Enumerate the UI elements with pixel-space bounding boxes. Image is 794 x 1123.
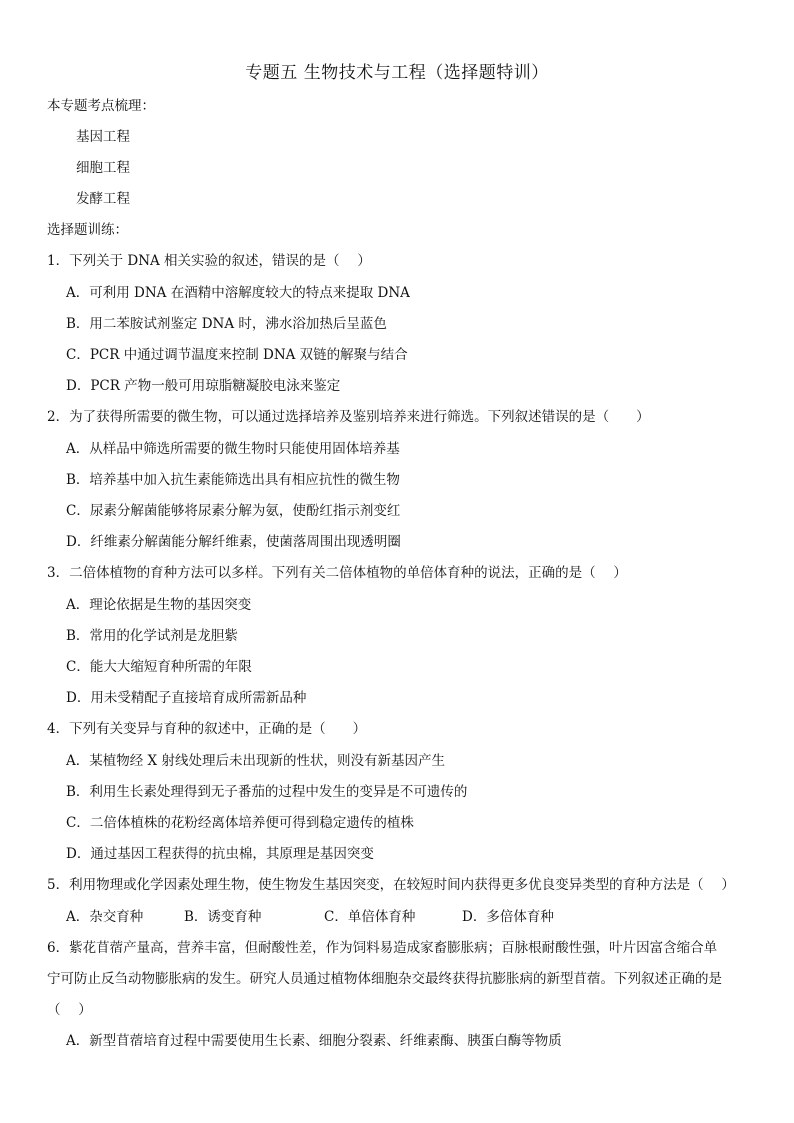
question-option: B．常用的化学试剂是龙胆紫 <box>66 628 238 644</box>
question-option: A．新型苜蓿培育过程中需要使用生长素、细胞分裂素、纤维素酶、胰蛋白酶等物质 <box>66 1033 562 1049</box>
page-title: 专题五 生物技术与工程（选择题特训） <box>245 63 549 83</box>
question-option: A．可利用 DNA 在酒精中溶解度较大的特点来提取 DNA <box>66 285 410 301</box>
question-stem: 1．下列关于 DNA 相关实验的叙述，错误的是（ ） <box>47 253 371 269</box>
question-stem: 3．二倍体植物的育种方法可以多样。下列有关二倍体植物的单倍体育种的说法，正确的是（ ） <box>47 565 627 581</box>
question-stem-line: （ ） <box>47 1002 92 1018</box>
question-option: D．用未受精配子直接培育成所需新品种 <box>66 690 307 706</box>
question-stem-line: 6．紫花苜蓿产量高，营养丰富，但耐酸性差，作为饲料易造成家畜膨胀病；百脉根耐酸性强，叶片因富含缩合单 <box>47 940 718 956</box>
option-row <box>66 907 554 927</box>
question-option: A．杂交育种 <box>66 909 144 925</box>
topic-item: 细胞工程 <box>76 160 130 176</box>
question-option: A．理论依据是生物的基因突变 <box>66 597 252 613</box>
question-option: A．某植物经 X 射线处理后未出现新的性状，则没有新基因产生 <box>66 753 445 769</box>
question-option: B．用二苯胺试剂鉴定 DNA 时，沸水浴加热后呈蓝色 <box>66 316 387 332</box>
intro-label: 本专题考点梳理： <box>47 98 155 114</box>
question-stem-line: 宁可防止反刍动物膨胀病的发生。研究人员通过植物体细胞杂交最终获得抗膨胀病的新型苜蓿。下列叙述正确的是 <box>47 971 722 987</box>
question-option: B．诱变育种 <box>184 909 262 925</box>
question-stem: 5．利用物理或化学因素处理生物，使生物发生基因突变，在较短时间内获得更多优良变异类型的育种方法是（ ） <box>47 877 735 893</box>
question-option: D．PCR 产物一般可用琼脂糖凝胶电泳来鉴定 <box>66 378 341 394</box>
question-stem: 4．下列有关变异与育种的叙述中，正确的是（ ） <box>47 721 367 737</box>
question-option: D．通过基因工程获得的抗虫棉，其原理是基因突变 <box>66 846 374 862</box>
question-stem: 2．为了获得所需要的微生物，可以通过选择培养及鉴别培养来进行筛选。下列叙述错误的是（ ） <box>47 409 650 425</box>
question-option: D．纤维素分解菌能分解纤维素，使菌落周围出现透明圈 <box>66 534 401 550</box>
topic-item: 发酵工程 <box>76 191 130 207</box>
question-option: B．培养基中加入抗生素能筛选出具有相应抗性的微生物 <box>66 472 400 488</box>
question-option: C．PCR 中通过调节温度来控制 DNA 双链的解聚与结合 <box>66 347 408 363</box>
question-option: C．能大大缩短育种所需的年限 <box>66 659 252 675</box>
question-option: C．单倍体育种 <box>324 909 416 925</box>
question-option: A．从样品中筛选所需要的微生物时只能使用固体培养基 <box>66 441 400 457</box>
question-option: C．尿素分解菌能够将尿素分解为氨，使酚红指示剂变红 <box>66 503 401 519</box>
topic-item: 基因工程 <box>76 129 130 145</box>
section-label: 选择题训练： <box>47 222 128 238</box>
question-option: D．多倍体育种 <box>462 909 554 925</box>
question-option: C．二倍体植株的花粉经离体培养便可得到稳定遗传的植株 <box>66 815 414 831</box>
question-option: B．利用生长素处理得到无子番茄的过程中发生的变异是不可遗传的 <box>66 784 468 800</box>
